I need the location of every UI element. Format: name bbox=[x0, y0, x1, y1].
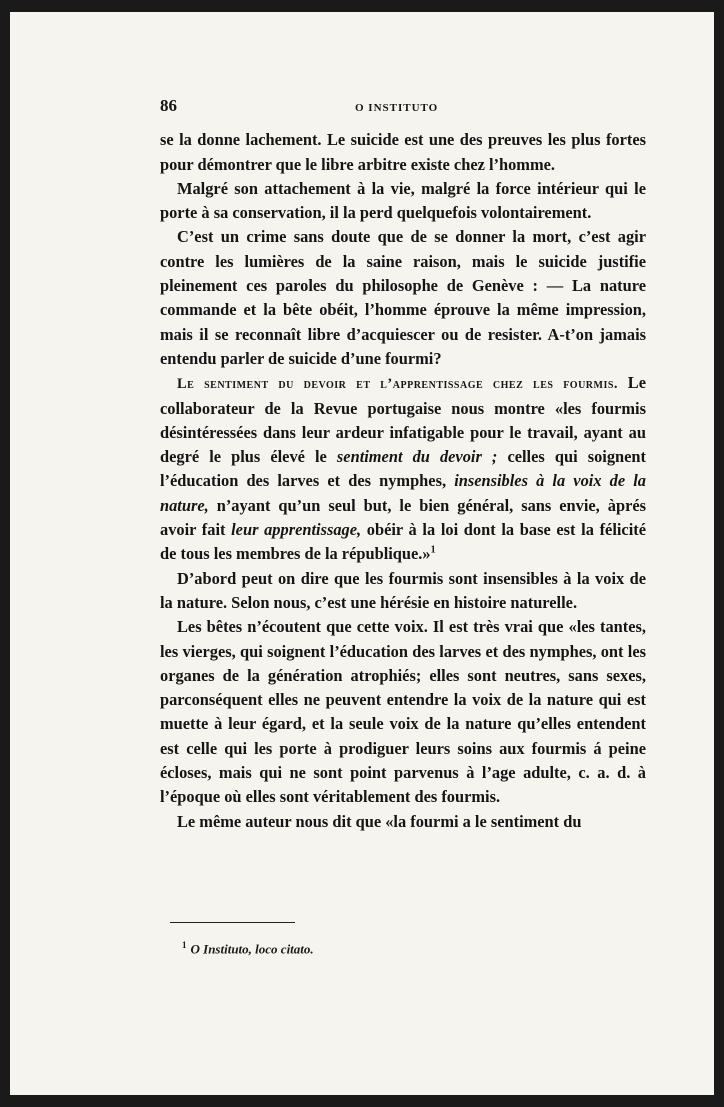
paragraph-2: Malgré son attachement à la vie, malgré la force intérieur qui le porte à sa conservation, il la perd quelquefois volontairement. bbox=[160, 178, 646, 223]
footnote-mark: 1 bbox=[182, 940, 187, 950]
footnote bbox=[182, 940, 314, 957]
paragraph-7: Le même auteur nous dit que «la fourmi a le sentiment du bbox=[177, 811, 582, 831]
text-block bbox=[160, 94, 646, 834]
page-header bbox=[160, 94, 646, 120]
footnote-reference: 1 bbox=[430, 544, 436, 556]
paragraph-1: se la donne lachement. Le suicide est une des preuves les plus fortes pour démontrer que le libre arbitre existe chez l’homme. bbox=[160, 130, 646, 174]
paragraph-4 bbox=[160, 371, 646, 566]
paragraph-4-text-a: Le collaborateur de la Revue portugaise nous montre «les fourmis désintéressées dans leur ardeur infatigable pour le travail, ayant au degré le plus élevé le bbox=[160, 373, 647, 467]
document-page bbox=[10, 12, 714, 1095]
paragraph-5: D’abord peut on dire que les fourmis sont insensibles à la voix de la nature. Selon nous, c’est une hérésie en histoire naturelle. bbox=[160, 568, 646, 612]
paragraph-4-text-c: n’ayant qu’un seul but, le bien général, sans envie, àprés avoir fait bbox=[160, 495, 646, 540]
paragraph-4-text-d: obéir à la loi dont la base est la félicité de tous les membres de la république.» bbox=[160, 520, 646, 564]
section-heading: Le sentiment du devoir et l’apprentissage chez les fourmis. bbox=[177, 376, 619, 393]
paragraph-4-emphasis-2: insensibles à la voix de la nature, bbox=[160, 471, 646, 515]
footnote-text: O Instituto, loco citato. bbox=[190, 941, 314, 957]
paragraph-4-emphasis-1: sentiment du devoir ; bbox=[336, 447, 498, 467]
paragraph-4-text-b: celles qui soignent l’éducation des larves et des nymphes, bbox=[160, 447, 646, 491]
paragraph-3: C’est un crime sans doute que de se donner la mort, c’est agir contre les lumières de la saine raison, mais le suicide justifie pleinement ces paroles du philosophe de Genève : — La nature commande et la bête obéit, l’homme éprouve la même impression, mais il se reconnaît libre d’acquiescer ou de resister. A-t’on jamais entendu parler de suicide d’une fourmi? bbox=[160, 227, 646, 368]
running-title: O INSTITUTO bbox=[355, 102, 439, 114]
paragraph-4-emphasis-3: leur apprentissage, bbox=[231, 520, 362, 540]
footnote-divider bbox=[170, 922, 295, 923]
paragraph-6: Les bêtes n’écoutent que cette voix. Il est très vrai que «les tantes, les vierges, qui soignent l’éducation des larves et des nymphes, ont les organes de la génération atrophiés; elles sont neutres, sans sexes, parconséquent elles ne peuvent entendre la voix de la nature qui est muette à leur égard, et la seule voix de la nature qu’elles entendent est celle qui les porte à prodiguer leurs soins aux fourmis á peine écloses, mais qui ne sont point parvenus à l’age adulte, c. a. d. à l’époque où elles sont véritablement des fourmis. bbox=[160, 617, 646, 807]
page-number: 86 bbox=[160, 96, 177, 115]
